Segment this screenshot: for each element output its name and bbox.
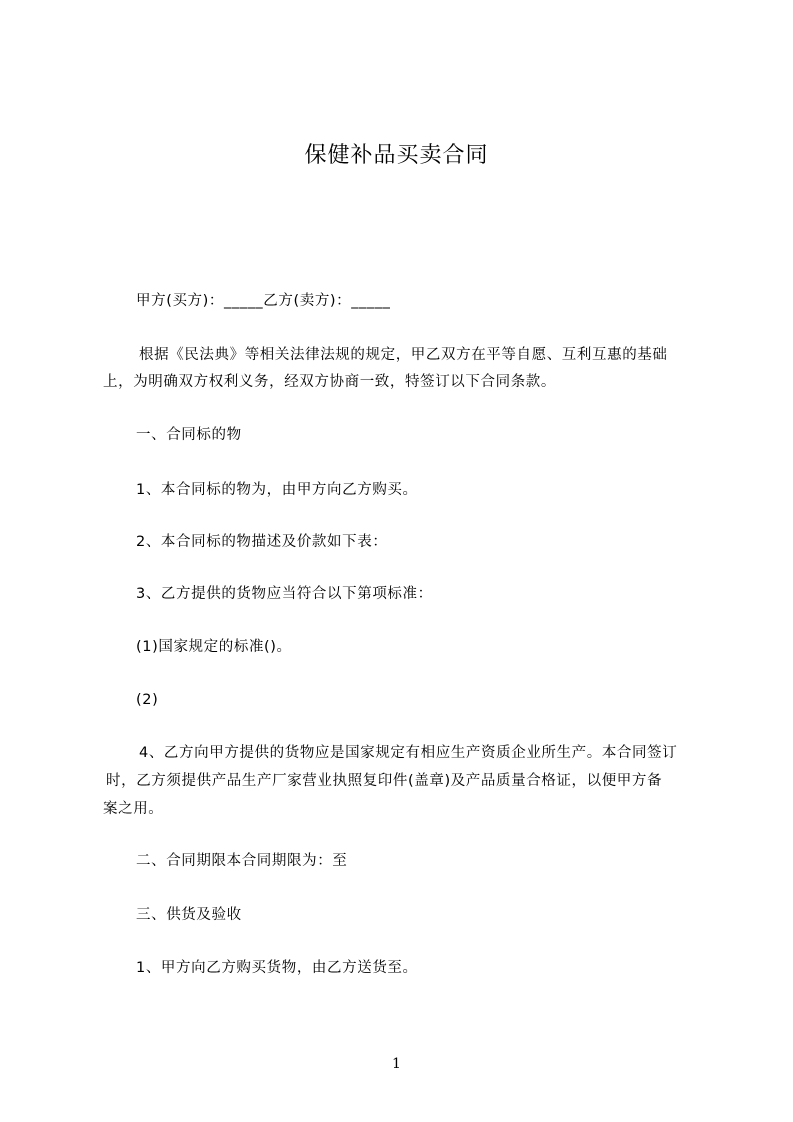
section-1-item-4-line-2: 时，乙方须提供产品生产厂家营业执照复印件(盖章)及产品质量合格证，以便甲方备 xyxy=(106,773,663,789)
section-1-subitem-1: (1)国家规定的标准()。 xyxy=(136,639,292,655)
section-1-item-3: 3、乙方提供的货物应当符合以下第项标准： xyxy=(136,586,433,602)
parties-line: 甲方(买方)：_____乙方(卖方)：_____ xyxy=(136,293,391,309)
section-1-subitem-2: (2) xyxy=(136,692,159,708)
preamble-line-2: 上，为明确双方权利义务，经双方协商一致，特签订以下合同条款。 xyxy=(103,374,556,390)
section-3-heading: 三、供货及验收 xyxy=(136,907,242,923)
section-1-item-1: 1、本合同标的物为，由甲方向乙方购买。 xyxy=(136,482,418,498)
preamble-line-1: 根据《民法典》等相关法律法规的规定，甲乙双方在平等自愿、互利互惠的基础 xyxy=(139,347,668,363)
section-2-heading: 二、合同期限本合同期限为：至 xyxy=(136,853,348,869)
section-1-item-4-line-1: 4、乙方向甲方提供的货物应是国家规定有相应生产资质企业所生产。本合同签订 xyxy=(139,745,678,761)
section-1-heading: 一、合同标的物 xyxy=(136,427,242,443)
document-title: 保健补品买卖合同 xyxy=(304,143,489,168)
section-1-item-4-line-3: 案之用。 xyxy=(103,801,164,817)
section-1-item-2: 2、本合同标的物描述及价款如下表： xyxy=(136,534,388,550)
page-number: 1 xyxy=(392,1056,401,1072)
section-3-item-1: 1、甲方向乙方购买货物，由乙方送货至。 xyxy=(136,960,418,976)
